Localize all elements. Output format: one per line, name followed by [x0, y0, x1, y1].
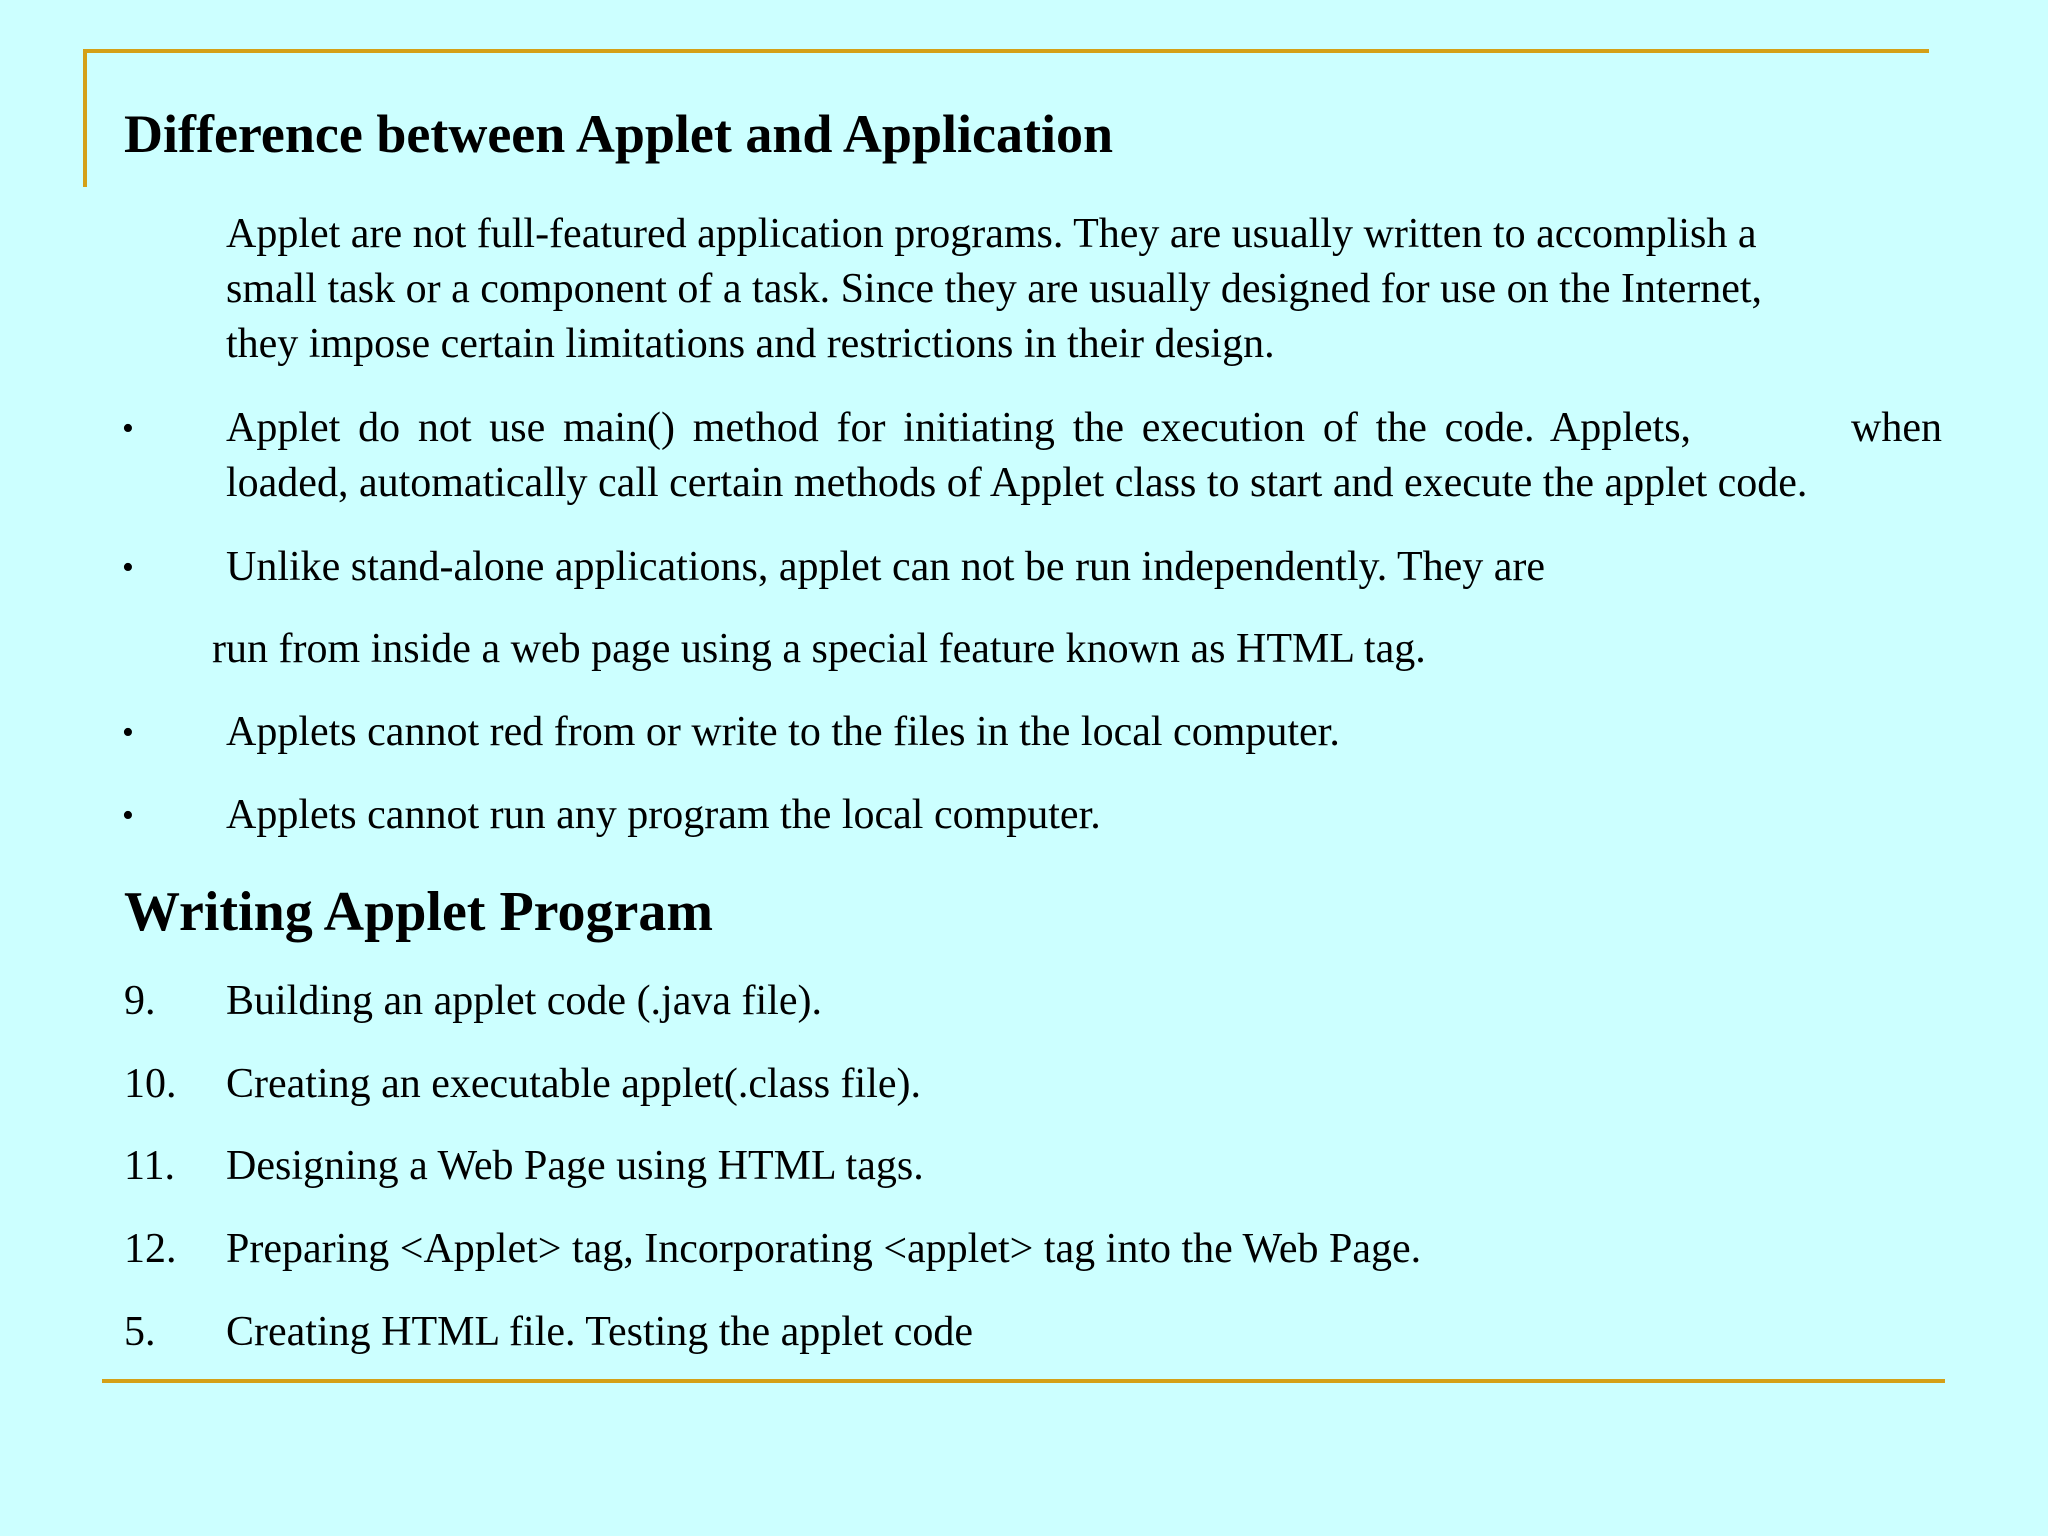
bullet-line: Applets cannot red from or write to the files in the local computer.: [226, 709, 1340, 755]
bullet-marker: •: [122, 410, 134, 447]
intro-line: Applet are not full-featured application programs. They are usually written to accomplish a: [226, 211, 1757, 257]
step-text: Creating an executable applet(.class file).: [226, 1061, 922, 1107]
bullet-marker: •: [122, 549, 134, 586]
step-number: 5.: [124, 1309, 156, 1355]
section-title-difference: Difference between Applet and Application: [124, 104, 1113, 164]
bullet-line: Unlike stand-alone applications, applet can not be run independently. They are: [226, 544, 1546, 590]
bullet-item-programs: [226, 788, 1101, 843]
step-number: 12.: [124, 1226, 177, 1272]
step-text: Creating HTML file. Testing the applet code: [226, 1309, 974, 1355]
step-text: Building an applet code (.java file).: [226, 978, 822, 1024]
intro-paragraph: [226, 207, 1762, 372]
top-divider: [83, 49, 1929, 53]
bullet-line: loaded, automatically call certain methods of Applet class to start and execute the applet code.: [226, 460, 1808, 506]
intro-line: they impose certain limitations and restrictions in their design.: [226, 321, 1275, 367]
bottom-divider: [102, 1379, 1945, 1383]
bullet-item-independent: [226, 540, 1545, 595]
intro-line: small task or a component of a task. Since they are usually designed for use on the Internet,: [226, 266, 1763, 312]
step-number: 9.: [124, 978, 156, 1024]
step-number: 10.: [124, 1061, 177, 1107]
bullet-marker: •: [122, 797, 134, 834]
left-accent-bar: [83, 49, 87, 187]
bullet-line: Applets cannot run any program the local computer.: [226, 792, 1101, 838]
bullet-item-main-method: [226, 401, 1942, 511]
bullet-line: Applet do not use main() method for initiating the execution of the code. Applets, when: [226, 405, 1942, 451]
section-title-writing: Writing Applet Program: [124, 881, 714, 943]
bullet-item-files: [226, 705, 1340, 760]
step-text: Preparing <Applet> tag, Incorporating <applet> tag into the Web Page.: [226, 1226, 1422, 1272]
step-number: 11.: [124, 1143, 175, 1189]
step-text: Designing a Web Page using HTML tags.: [226, 1143, 924, 1189]
bullet-continuation: run from inside a web page using a special feature known as HTML tag.: [212, 626, 1426, 672]
bullet-marker: •: [122, 714, 134, 751]
